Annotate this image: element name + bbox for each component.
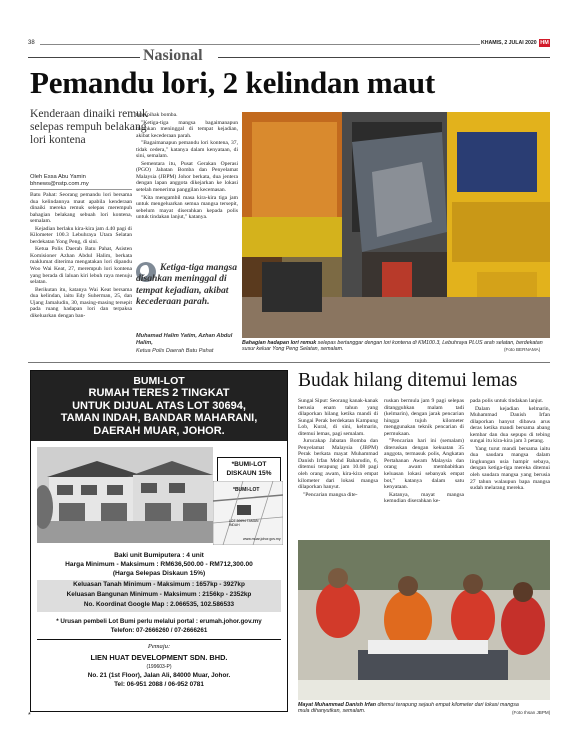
discount-badge-line: *BUMI-LOT (231, 461, 267, 468)
ad-title-line: TAMAN INDAH, BANDAR MAHARANI, (60, 412, 258, 424)
crash-photo-caption (242, 340, 548, 353)
rescue-photo-credit: (Foto Ihsan JBPM) (512, 710, 551, 715)
story2-col1-para: "Pencarian mangsa dite- (303, 491, 358, 498)
story1-col1-para: Berikutan itu, katanya Wai Keat bersama dua kelindan, iaitu Edy Suherman, 25, dan Ujang Jamaludin, 30, masing-masing tersepit pada ruang hadapan lori dan terpaksa dikeluarkan dengan ban- (30, 286, 132, 319)
developer-reg: (199603-P) (146, 664, 172, 670)
harian-metro-logo: HM (540, 40, 549, 46)
ad-detail-line: Baki unit Bumiputera : 4 unit (114, 552, 204, 559)
story1-column-1 (30, 192, 132, 320)
story1-col2-para: "Ketiga-tiga mangsa bagaimanapun disahkan meninggal di tempat kejadian, akibat kecederaan parah. (136, 119, 238, 139)
crash-photo-credit: (Foto BERNAMA) (504, 347, 541, 352)
story1-column-2 (136, 112, 238, 222)
discount-badge (217, 457, 281, 483)
story1-col2-para: Sementara itu, Pusat Gerakan Operasi (PGO) Jabatan Bomba dan Penyelamat Malaysia (JBPM) Johor berkata, dua jentera dengan lapan anggota dikejarkan ke lokasi setelah menerima panggilan kecemasan. (136, 160, 238, 194)
crash-photo (242, 112, 550, 338)
story2-col2-para: ruskan bermula jam 9 pagi selepas ditangguhkan malam tadi (kelmarin), dengan jarak pencarian hingga tujuh kilometer menggunakan teknik pencarian di permukaan. (384, 398, 464, 437)
story2-col1-para: Sungai Siput: Seorang kanak-kanak berusia enam tahun yang dilaporkan hilang ketika mandi di Sungai Perak berdekatan Kampung Lob, Kural, di sini, kelmarin, ditemui lemas, pagi semalam. (298, 398, 379, 437)
map-lot-label: LOT 30694 TAMAN INDAH (229, 519, 259, 527)
story2-col3-para: Dalam kejadian kelmarin, Muhammad Danish Irfan dilaporkan hanyut dibawa arus deras ketika mandi bersama abang kembar dan dua sepupu di tebing sungai itu kira-kira jam 3 petang. (470, 405, 550, 445)
story-divider (28, 362, 550, 363)
page-number: 38 (28, 40, 35, 46)
quote-attribution-title: Ketua Polis Daerah Batu Pahat (136, 348, 214, 354)
developer-address: No. 21 (1st Floor), Jalan Ali, 84000 Muar, Johor. (87, 672, 231, 679)
ad-portal-note: * Urusan pembeli Lot Bumi perlu melalui portal : erumah.johor.gov.my (56, 618, 262, 625)
story2-col1-para: Jurucakap Jabatan Bomba dan Penyelamat Malaysia (JBPM) Perak berkata mayat Muhammad Danish Irfan Mohd Baharudin, 6, ditemui terapung jam 10.08 pagi oleh orang awam, kira-kira empat kilometer dari lokasi mangsa dilaporkan hanyut. (298, 438, 378, 491)
ad-specs-box (37, 580, 281, 612)
story1-col1-para: Kejadian berlaku kira-kira jam 4.40 pagi di Kilometer 100.3 Lebuhraya Utara Selatan berdekatan Yong Peng, di sini. (30, 225, 132, 245)
story1-byline: Oleh Essa Abu Yamin (30, 174, 86, 180)
caption-bold: Mayat Muhammad Danish Irfan (298, 702, 376, 708)
story2-column-1 (298, 398, 378, 499)
ad-detail-line: Keluasan Bangunan Minimum - Maksimum : 2156kp - 2352kp (66, 591, 252, 598)
issue-date: KHAMIS, 2 JULAI 2020 (481, 40, 537, 46)
story2-column-2 (384, 398, 464, 506)
story1-headline: Pemandu lori, 2 kelindan maut (30, 65, 436, 100)
footer-star: * (28, 712, 31, 719)
rescue-photo-caption (298, 702, 528, 715)
story2-col3-para: Yang turut mandi bersama iaitu dua saudara mangsa dalam lingkungan usia hampir sebaya, dengan ketiga-tiga mereka ditemui oleh saudara mangsa yang berusia 27 tahun walaupun bapa mangsa sudah melarang mereka. (470, 445, 550, 492)
story1-deck: Kenderaan dinaiki remuk selepas rempuh belakang lori kontena (30, 107, 148, 146)
ad-detail-line: Harga Minimum - Maksimum : RM636,500.00 - RM712,300.00 (65, 561, 253, 568)
map-badge: *BUMI-LOT (233, 487, 260, 493)
pull-quote: Ketiga-tiga mangsa disahkan meninggal di tempat kejadian, akibat kecederaan parah. (136, 262, 238, 308)
ad-divider (37, 639, 281, 640)
story1-col1-para: Batu Pahat: Seorang pemandu lori bersama dua kelindannya maut apabila kenderaan dinaiki mereka remuk selepas merempuh bahagian belakang sebuah lori kontena, semalam. (30, 192, 132, 225)
ad-details (31, 551, 287, 578)
ad-detail-line: (Harga Selepas Diskaun 15%) (112, 570, 206, 577)
story1-col2-para: "Bagaimanapun pemandu lori kontena, 37, tidak cedera," katanya dalam kenyataan, di sini, semalam. (136, 140, 238, 160)
developer-label: Pemaju: (147, 643, 171, 650)
story2-col3-para: pada polis untuk tindakan lanjut. (470, 398, 544, 404)
rescue-photo (298, 540, 550, 700)
caption-bold: Bahagian hadapan lori remuk (242, 340, 317, 346)
house-render (37, 447, 213, 543)
ad-title-line: DAERAH MUAR, JOHOR. (93, 424, 225, 437)
caption-text: ditemui terapung sejauh empat kilometer dari lokasi mangsa mula dihanyutkan, semalam. (298, 702, 519, 715)
section-rule-right (218, 57, 550, 58)
story1-email: bhnews@nstp.com.my (30, 181, 89, 187)
ad-title-line: BUMI-LOT (133, 375, 185, 387)
story2-col2-para: "Pencarian hari ini (semalam) diteruskan dengan kekuatan 35 anggota, termasuk polis, Angkatan Pertahanan Awam Malaysia dan orang awam membabitkan keluasan lokasi sebanyak empat bot," katanya dalam satu kenyataan. (384, 438, 464, 491)
property-ad (30, 370, 288, 712)
story1-col1-para: Ketua Polis Daerah Batu Pahat, Asisten Komisioner Azhan Abdul Halim, berkata maklumat diterima mengatakan lori dipandu Woo Wai Keat, 27, merempuh lori kontena yang berada di laluan kiri lebuh raya menuju selatan. (30, 246, 132, 286)
quote-attribution-name: Muhamad Halim Yatim, Azhan Abdul Halim, (136, 333, 233, 346)
section-rule-left (28, 57, 140, 58)
ad-detail-line: Keluasan Tanah Minimum - Maksimum : 1657kp - 3927kp (73, 581, 245, 588)
section-label: Nasional (143, 47, 203, 64)
story2-column-3 (470, 398, 550, 493)
ad-detail-line: No. Koordinat Google Map : 2.066535, 102.586533 (83, 601, 235, 608)
ad-title-banner (31, 371, 287, 441)
developer-phone: Tel: 06-951 2088 / 06-952 0781 (114, 681, 204, 688)
ad-title-line: RUMAH TERES 2 TINGKAT (88, 387, 230, 399)
map-url: www.muar.johor.gov.my (243, 537, 281, 541)
story1-col2-para: "Kita mengambil masa kira-kira tiga jam untuk mengeluarkan semua mangsa tersepit, sebelum mayat diserahkan kepada polis untuk tindakan lanjut," katanya. (136, 194, 238, 221)
header-rule (40, 44, 480, 45)
ad-telephone: Telefon: 07-2666260 / 07-2666261 (110, 627, 208, 634)
discount-badge-line: DISKAUN 15% (226, 470, 272, 477)
byline-rule (30, 189, 132, 190)
developer-name: LIEN HUAT DEVELOPMENT SDN. BHD. (90, 653, 228, 662)
caption-text: selepas bertanggar dengan lori kontena di KM100.3, Lebuhraya PLUS arah selatan, berdekatan susur keluar Yong Peng Selatan, semalam. (242, 340, 543, 353)
story2-headline: Budak hilang ditemui lemas (298, 370, 518, 391)
story1-col2-para: tuan pihak bomba. (136, 112, 178, 118)
story2-col2-para: Katanya, mayat mangsa kemudian diserahkan ke- (384, 491, 464, 505)
ad-title-line: UNTUK DIJUAL ATAS LOT 30694, (72, 399, 246, 412)
